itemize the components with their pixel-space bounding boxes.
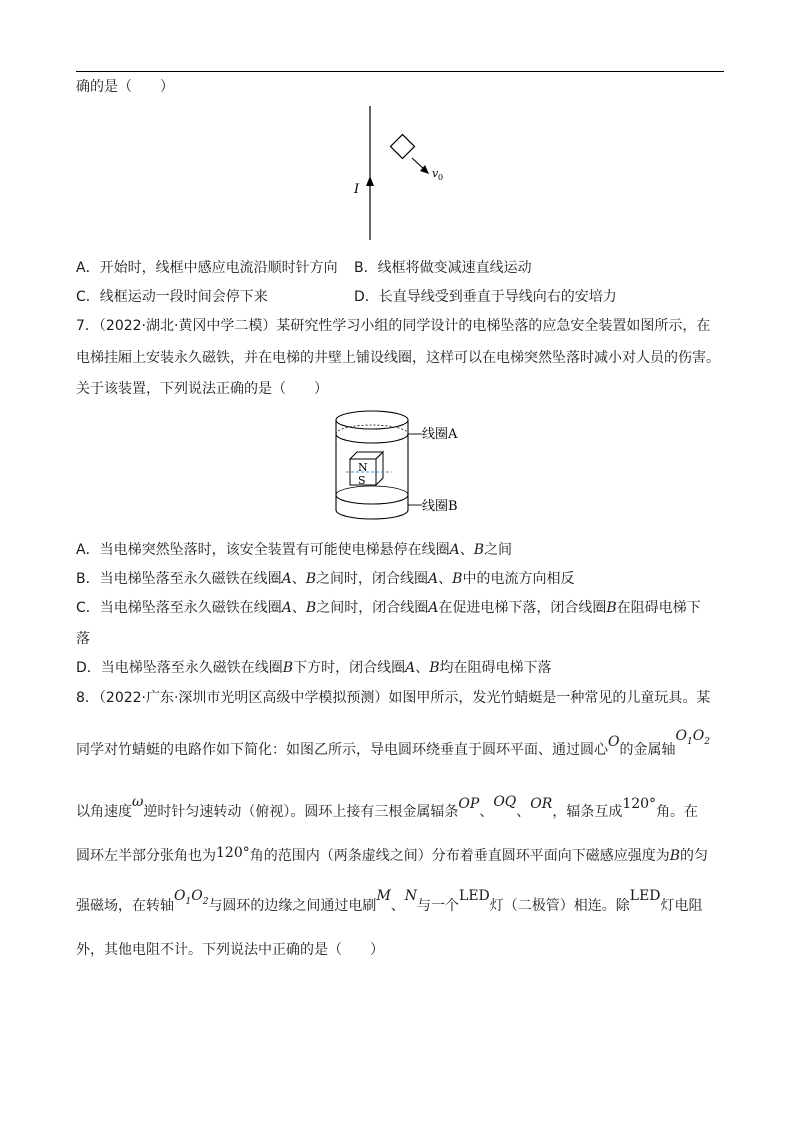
q6-option-d: D．长直导线受到垂直于导线向右的安培力 [354, 289, 617, 305]
q7-figure [330, 404, 480, 530]
q6-option-c: C．线框运动一段时间会停下来 [76, 289, 268, 305]
q7-option-c: C．当电梯坠落至永久磁铁在线圈A、B之间时，闭合线圈A在促进电梯下落，闭合线圈B在阻碍电梯下 [76, 600, 701, 616]
q7-option-c-continued: 落 [76, 631, 90, 647]
q8-line-1: 8．（2022·广东·深圳市光明区高级中学模拟预测）如图甲所示，发光竹蜻蜓是一种常见的儿童玩具。某 [76, 690, 711, 706]
coil-a-label: 线圈A [422, 427, 458, 442]
q8-line-6: 外，其他电阻不计。下列说法中正确的是（ ） [76, 942, 384, 958]
q7-option-a: A．当电梯突然坠落时，该安全装置有可能使电梯悬停在线圈A、B之间 [76, 542, 512, 558]
q6-figure [340, 102, 460, 244]
q7-option-b: B．当电梯坠落至永久磁铁在线圈A、B之间时，闭合线圈A、B中的电流方向相反 [76, 571, 575, 587]
q7-stem-line-2: 电梯挂厢上安装永久磁铁，并在电梯的井壁上铺设线圈，这样可以在电梯突然坠落时减小对人员的伤害。 [76, 350, 720, 366]
current-arrow-icon [366, 176, 374, 186]
q6-option-b: B．线框将做变减速直线运动 [354, 260, 532, 276]
header-rule [76, 71, 724, 72]
q6-option-a: A．开始时，线框中感应电流沿顺时针方向 [76, 260, 338, 276]
coil-b-label: 线圈B [422, 499, 458, 514]
coil-b [336, 495, 408, 504]
magnet-s-label: S [358, 474, 366, 487]
velocity-label: v [432, 167, 439, 180]
q6-stem-tail: 确的是（ ） [76, 79, 174, 95]
q7-option-d: D．当电梯坠落至永久磁铁在线圈B下方时，闭合线圈A、B均在阻碍电梯下落 [76, 660, 552, 676]
magnet-n-label: N [358, 461, 368, 474]
q7-stem-line-1: 7．（2022·湖北·黄冈中学二模）某研究性学习小组的同学设计的电梯坠落的应急安全装置如图所示，在 [76, 318, 711, 334]
coil-a [336, 434, 408, 443]
q7-stem-line-3: 关于该装置，下列说法正确的是（ ） [76, 381, 328, 397]
q8-line-2: 同学对竹蜻蜓的电路作如下简化：如图乙所示，导电圆环绕垂直于圆环平面、通过圆心O的金属轴$O_1O_2$ [76, 728, 710, 758]
q8-line-3: 以角速度ω逆时针匀速转动（俯视）。圆环上接有三根金属辐条OP、OQ、OR，辐条互成120°角。在 [76, 794, 699, 820]
wire-frame-square [390, 134, 414, 158]
q8-line-4: 圆环左半部分张角也为120°角的范围内（两条虚线之间）分布着垂直圆环平面向下磁感应强度为B的匀 [76, 845, 709, 864]
axis-o1o2: $O_1O_2$ [675, 728, 710, 747]
q8-line-5: 强磁场，在转轴$O_1O_2$与圆环的边缘之间通过电刷M、N与一个LED灯（二极管）相连。除LED灯电阻 [76, 888, 703, 914]
permanent-magnet [346, 452, 392, 487]
velocity-subscript: 0 [438, 173, 444, 182]
current-label: I [354, 182, 360, 197]
